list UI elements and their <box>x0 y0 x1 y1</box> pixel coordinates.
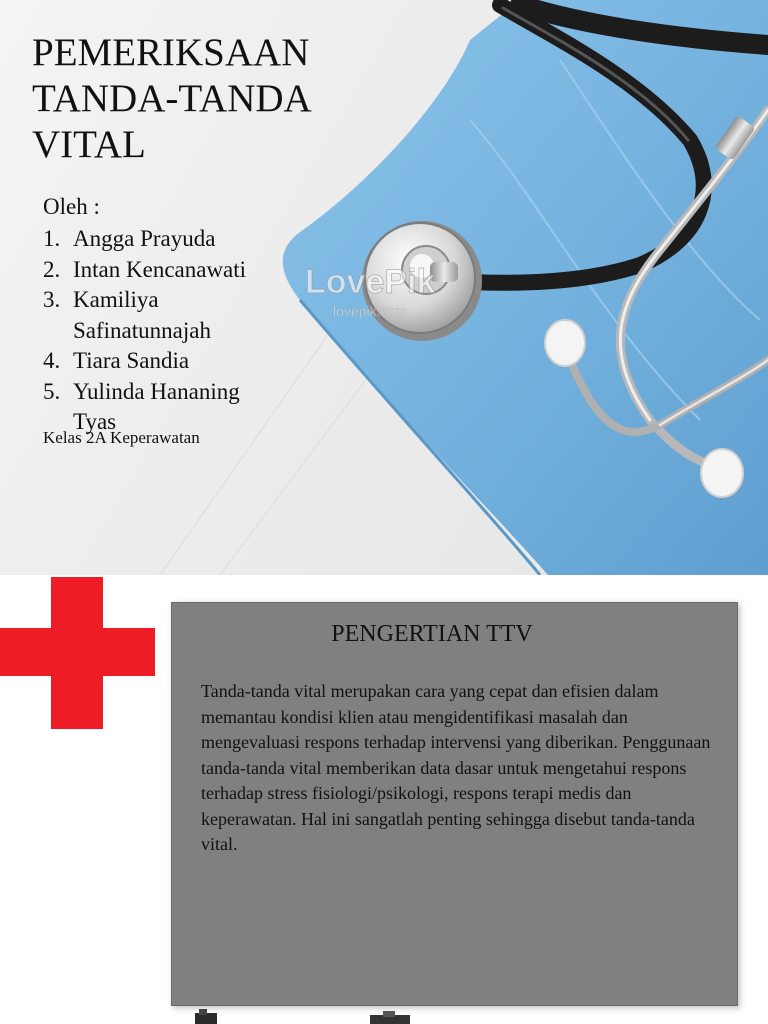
author-number: 4. <box>43 348 61 373</box>
next-slide-image-strip <box>195 1009 425 1024</box>
watermark-url: lovepik.com <box>333 303 407 319</box>
author-number: 5. <box>43 378 61 404</box>
author-name: Kamiliya Safinatunnajah <box>73 287 211 343</box>
watermark-brand: LovePik <box>305 263 436 301</box>
author-number: 3. <box>43 287 61 312</box>
author-name: Intan Kencanawati <box>73 256 247 282</box>
author-name: Angga Prayuda <box>73 226 216 251</box>
definition-slide <box>0 575 768 1024</box>
panel-heading: PENGERTIAN TTV <box>331 621 533 647</box>
author-item <box>43 285 273 346</box>
oleh-label: Oleh : <box>43 194 100 219</box>
author-name: Tiara Sandia <box>73 348 190 373</box>
author-list <box>43 224 273 438</box>
author-item <box>43 346 273 377</box>
author-number: 2. <box>43 256 61 282</box>
panel-body-text: Tanda-tanda vital merupakan cara yang cepat dan efisien dalam memantau kondisi klien atau mengidentifikasi masalah dan mengevaluasi respons terhadap intervensi yang diberikan. Penggunaan tanda-tanda vital memberikan data dasar untuk mengetahui respons terhadap stress fisiologi/psikologi, respons terapi medis dan keperawatan. Hal ini sangatlah penting sehingga disebut tanda-tanda vital. <box>201 681 711 854</box>
red-cross-icon <box>0 575 160 735</box>
slide-title: PEMERIKSAAN TANDA-TANDA VITAL <box>32 31 310 166</box>
definition-panel <box>171 602 738 1006</box>
author-number: 1. <box>43 226 61 251</box>
author-item <box>43 255 273 286</box>
class-label: Kelas 2A Keperawatan <box>43 428 200 447</box>
author-item <box>43 224 273 255</box>
author-name: Yulinda Hananing Tyas <box>73 378 240 434</box>
